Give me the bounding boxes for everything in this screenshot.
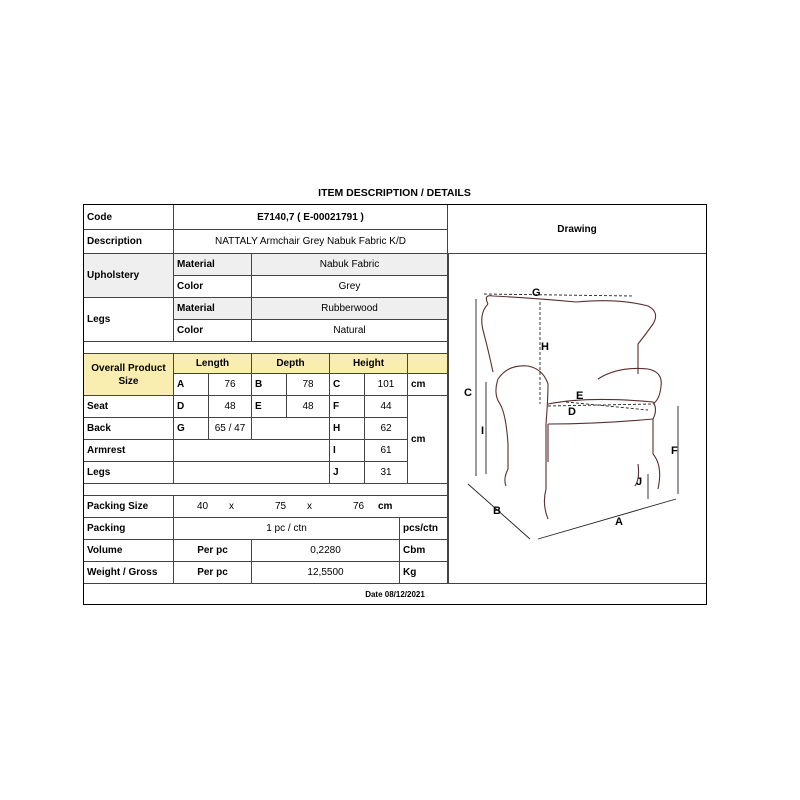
key-i: I: [330, 440, 365, 462]
upholstery-material-label: Material: [174, 254, 252, 276]
value-h: 62: [365, 418, 408, 440]
upholstery-color: Grey: [252, 276, 448, 298]
packing-width: 75: [275, 501, 287, 512]
drawing-label-b: B: [493, 505, 501, 517]
key-c: C: [330, 374, 365, 396]
drawing-label-a: A: [615, 516, 623, 528]
legs-dim-label: Legs: [84, 462, 174, 484]
header-blank: [408, 354, 448, 374]
sheet-title: ITEM DESCRIPTION / DETAILS: [318, 187, 471, 199]
description-value: NATTALY Armchair Grey Nabuk Fabric K/D: [174, 230, 448, 254]
drawing-label-c: C: [464, 387, 472, 399]
key-e: E: [252, 396, 287, 418]
key-g: G: [174, 418, 209, 440]
key-a: A: [174, 374, 209, 396]
key-h: H: [330, 418, 365, 440]
key-f: F: [330, 396, 365, 418]
armchair-svg: [448, 254, 704, 581]
volume-per: Per pc: [174, 540, 252, 562]
key-d: D: [174, 396, 209, 418]
code-label: Code: [84, 205, 174, 230]
code-value: E7140,7 ( E-00021791 ): [174, 205, 448, 230]
value-e: 48: [287, 396, 330, 418]
drawing-label-i: I: [481, 425, 485, 437]
upholstery-material: Nabuk Fabric: [252, 254, 448, 276]
value-f: 44: [365, 396, 408, 418]
weight-value: 12,5500: [252, 562, 400, 584]
volume-label: Volume: [84, 540, 174, 562]
seat-label: Seat: [84, 396, 174, 418]
packing-value: 1 pc / ctn: [174, 518, 400, 540]
value-i: 61: [365, 440, 408, 462]
armrest-label: Armrest: [84, 440, 174, 462]
unit-cm: cm: [408, 396, 448, 484]
packing-size-label: Packing Size: [84, 496, 174, 518]
drawing-label-d: D: [568, 406, 576, 418]
length-header: Length: [174, 354, 252, 374]
packing-x2: x: [307, 501, 312, 512]
legs-material: Rubberwood: [252, 298, 448, 320]
legs-blank: [174, 462, 330, 484]
height-header: Height: [330, 354, 408, 374]
overall-size-label: Overall Product Size: [84, 354, 174, 396]
legs-color: Natural: [252, 320, 448, 342]
armchair-drawing: [448, 254, 704, 581]
drawing-label-g: G: [532, 287, 541, 299]
unit-overall: cm: [408, 374, 448, 396]
drawing-label-h: H: [541, 341, 549, 353]
description-label: Description: [84, 230, 174, 254]
drawing-label-j: J: [636, 476, 643, 488]
legs-color-label: Color: [174, 320, 252, 342]
packing-x1: x: [229, 501, 234, 512]
date-footer: Date 08/12/2021: [365, 589, 425, 599]
spacer-row: [84, 342, 448, 354]
packing-length: 40: [197, 501, 209, 512]
upholstery-color-label: Color: [174, 276, 252, 298]
value-j: 31: [365, 462, 408, 484]
drawing-label-f: F: [671, 445, 678, 457]
drawing-label-e: E: [576, 390, 584, 402]
key-j: J: [330, 462, 365, 484]
weight-label: Weight / Gross: [84, 562, 174, 584]
key-b: B: [252, 374, 287, 396]
packing-height: 76: [353, 501, 365, 512]
value-b: 78: [287, 374, 330, 396]
packing-label: Packing: [84, 518, 174, 540]
packing-unit: pcs/ctn: [400, 518, 448, 540]
packing-size-values: [174, 496, 448, 518]
upholstery-label: Upholstery: [84, 254, 174, 298]
spacer-row-2: [84, 484, 448, 496]
back-blank: [252, 418, 330, 440]
depth-header: Depth: [252, 354, 330, 374]
value-a: 76: [209, 374, 252, 396]
weight-per: Per pc: [174, 562, 252, 584]
weight-unit: Kg: [400, 562, 448, 584]
legs-spec-label: Legs: [84, 298, 174, 342]
armrest-blank: [174, 440, 330, 462]
drawing-header: Drawing: [448, 205, 706, 254]
volume-unit: Cbm: [400, 540, 448, 562]
value-d: 48: [209, 396, 252, 418]
value-g: 65 / 47: [209, 418, 252, 440]
value-c: 101: [365, 374, 408, 396]
packing-size-unit: cm: [378, 501, 393, 512]
back-label: Back: [84, 418, 174, 440]
legs-material-label: Material: [174, 298, 252, 320]
volume-value: 0,2280: [252, 540, 400, 562]
